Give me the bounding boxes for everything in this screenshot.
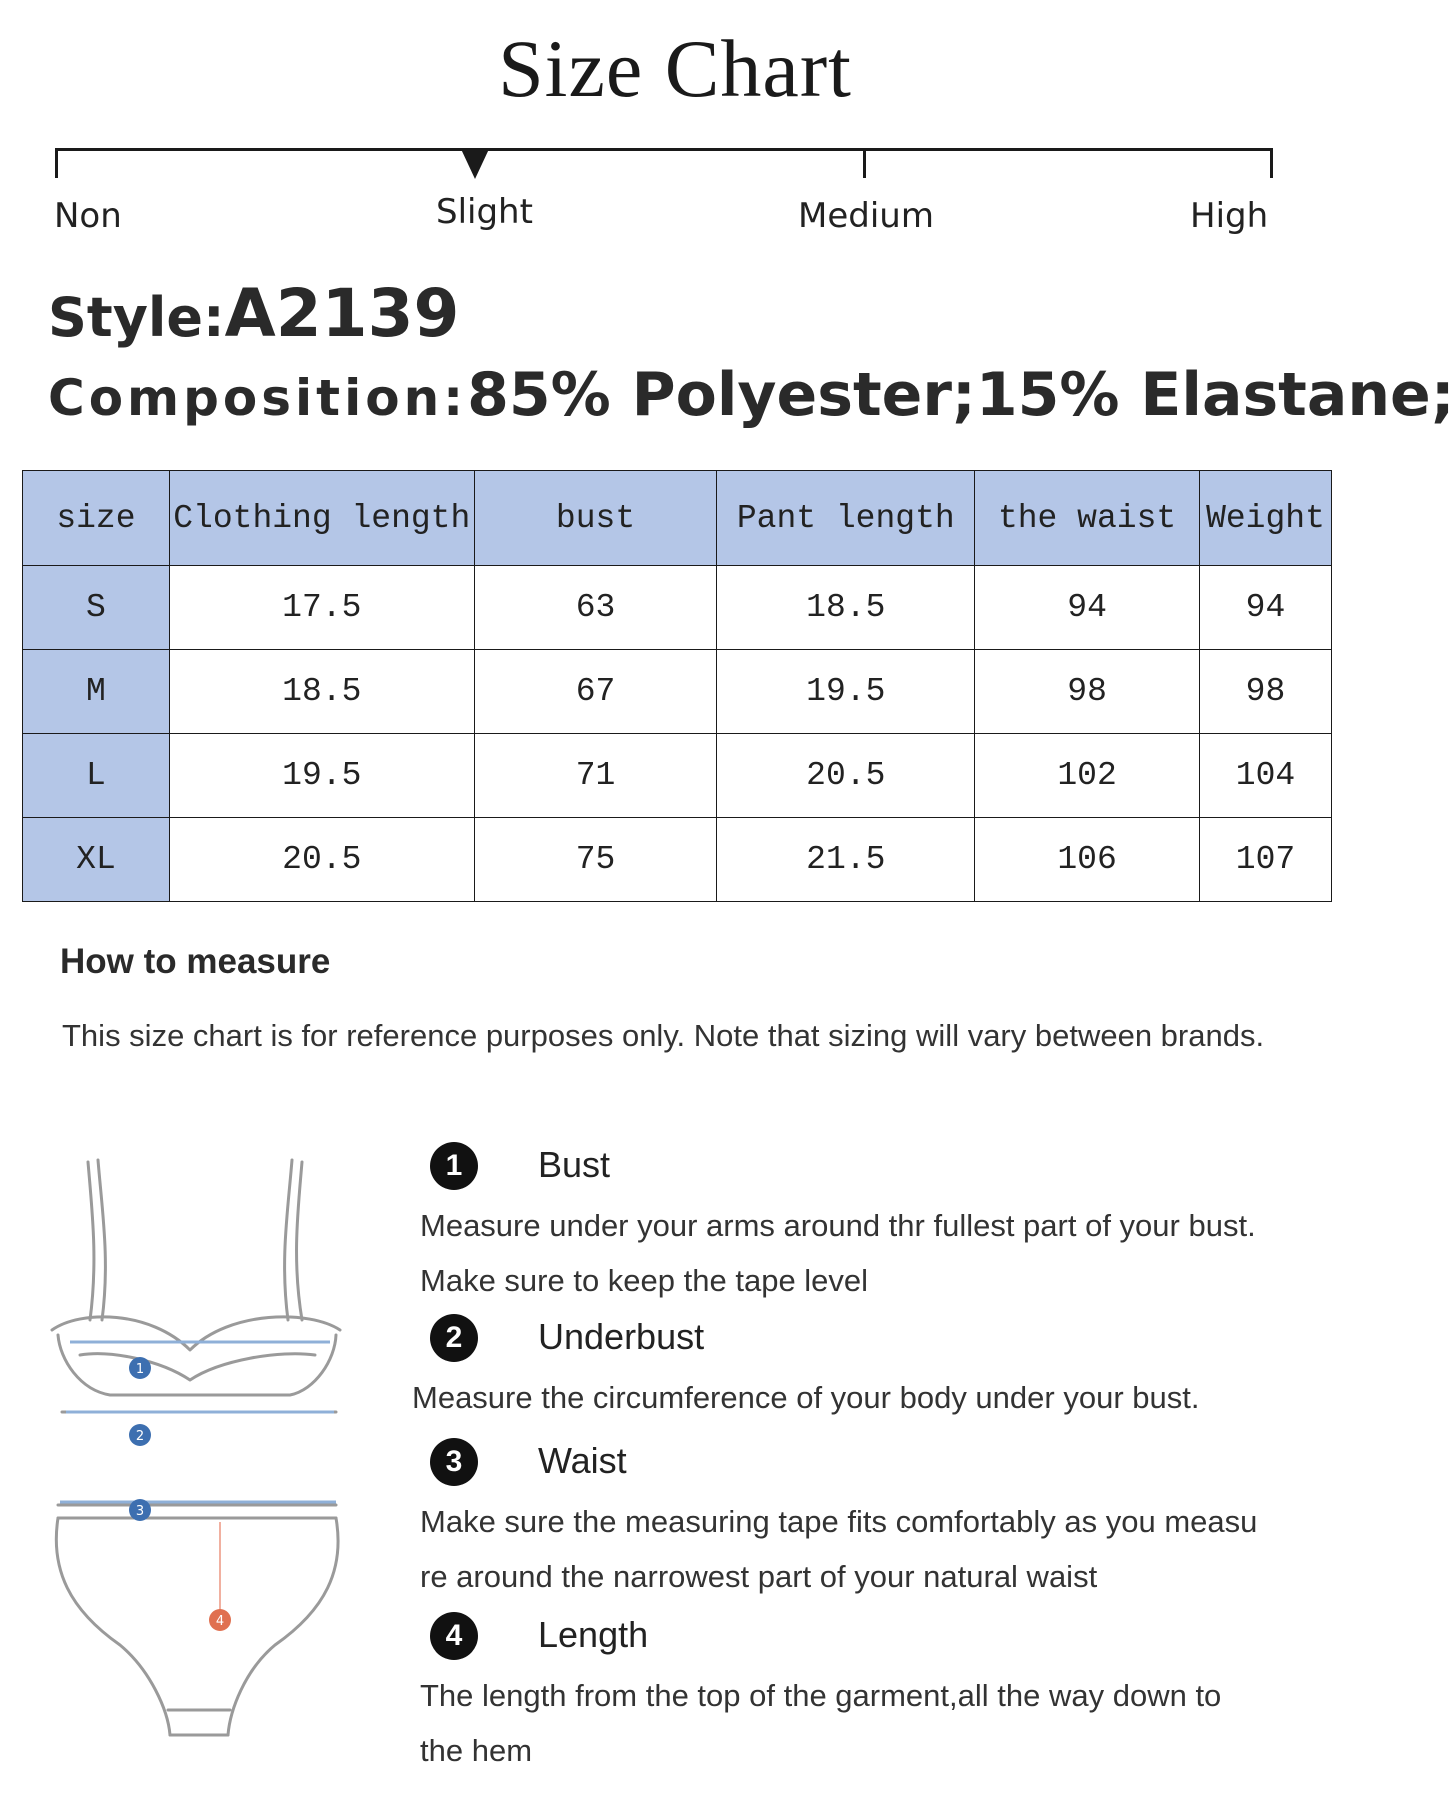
composition-value: 85% Polyester;15% Elastane; <box>467 360 1455 430</box>
stretch-scale <box>0 0 1350 260</box>
style-value: A2139 <box>224 275 460 352</box>
table-cell: 20.5 <box>717 734 975 818</box>
table-cell: 17.5 <box>169 566 474 650</box>
step-length <box>420 1608 1300 1778</box>
header-weight: Weight <box>1199 471 1331 566</box>
table-cell: 106 <box>975 818 1200 902</box>
table-row <box>23 818 1332 902</box>
table-cell: 94 <box>975 566 1200 650</box>
svg-text:3: 3 <box>135 1504 145 1519</box>
step-description-line: re around the narrowest part of your natural waist <box>420 1559 1098 1594</box>
stretch-level-slight: Slight <box>436 192 533 232</box>
stretch-level-non: Non <box>54 196 122 236</box>
right-strap <box>285 1160 292 1320</box>
step-waist <box>420 1434 1300 1604</box>
step-description-line: Measure under your arms around thr fullest part of your bust. <box>420 1208 1256 1243</box>
table-cell: 94 <box>1199 566 1331 650</box>
svg-text:1: 1 <box>135 1362 145 1377</box>
style-label: Style: <box>48 286 225 349</box>
stretch-scale-tick <box>55 148 58 178</box>
size-table <box>22 470 1332 902</box>
table-cell: 18.5 <box>169 650 474 734</box>
step-number-icon: 1 <box>430 1142 478 1190</box>
step-name: Underbust <box>538 1316 705 1357</box>
table-row <box>23 566 1332 650</box>
step-description-line: Measure the circumference of your body under your bust. <box>412 1380 1200 1415</box>
table-cell: 75 <box>474 818 717 902</box>
header-clothing-length: Clothing length <box>169 471 474 566</box>
stretch-level-high: High <box>1190 196 1269 236</box>
bikini-measurement-figure <box>40 1150 360 1750</box>
size-cell: XL <box>23 818 170 902</box>
header-pant-length: Pant length <box>717 471 975 566</box>
step-description-line: the hem <box>420 1733 533 1768</box>
table-cell: 107 <box>1199 818 1331 902</box>
size-cell: S <box>23 566 170 650</box>
size-table-header-row <box>23 471 1332 566</box>
sizing-disclaimer: This size chart is for reference purposes only. Note that sizing will vary between brands. <box>62 1018 1265 1053</box>
step-description <box>420 1198 1300 1308</box>
step-description <box>420 1494 1300 1604</box>
page-title: Size Chart <box>498 23 852 114</box>
table-cell: 102 <box>975 734 1200 818</box>
table-row <box>23 734 1332 818</box>
step-number-icon: 3 <box>430 1438 478 1486</box>
table-cell: 19.5 <box>717 650 975 734</box>
svg-text:4: 4 <box>215 1614 225 1629</box>
table-cell: 19.5 <box>169 734 474 818</box>
step-description-line: The length from the top of the garment,all the way down to <box>420 1678 1222 1713</box>
step-underbust <box>412 1310 1300 1425</box>
step-number-icon: 2 <box>430 1314 478 1362</box>
stretch-scale-pointer-icon <box>461 149 489 179</box>
step-description <box>420 1668 1300 1778</box>
table-cell: 21.5 <box>717 818 975 902</box>
header-bust: bust <box>474 471 717 566</box>
header-waist: the waist <box>975 471 1200 566</box>
table-cell: 63 <box>474 566 717 650</box>
composition-label: Composition: <box>48 369 468 427</box>
stretch-scale-line <box>55 148 1273 151</box>
table-row <box>23 650 1332 734</box>
table-cell: 67 <box>474 650 717 734</box>
step-name: Bust <box>538 1144 611 1185</box>
stretch-level-medium: Medium <box>798 196 934 236</box>
step-name: Waist <box>538 1440 627 1481</box>
size-cell: L <box>23 734 170 818</box>
table-cell: 20.5 <box>169 818 474 902</box>
table-cell: 104 <box>1199 734 1331 818</box>
table-cell: 98 <box>1199 650 1331 734</box>
composition-line <box>48 360 1455 430</box>
step-number-icon: 4 <box>430 1612 478 1660</box>
header-size: size <box>23 471 170 566</box>
bra-cups <box>52 1317 340 1350</box>
table-cell: 71 <box>474 734 717 818</box>
left-strap <box>98 1160 105 1320</box>
step-description-line: Make sure to keep the tape level <box>420 1263 869 1298</box>
svg-text:2: 2 <box>135 1429 145 1444</box>
how-to-measure-heading: How to measure <box>60 942 331 981</box>
stretch-scale-tick <box>863 148 866 178</box>
step-bust <box>420 1138 1300 1308</box>
step-description-line: Make sure the measuring tape fits comfortably as you measu <box>420 1504 1258 1539</box>
stretch-scale-tick <box>1270 148 1273 178</box>
style-line <box>48 275 459 352</box>
table-cell: 98 <box>975 650 1200 734</box>
step-description <box>412 1370 1300 1425</box>
table-cell: 18.5 <box>717 566 975 650</box>
size-cell: M <box>23 650 170 734</box>
step-name: Length <box>538 1614 649 1655</box>
